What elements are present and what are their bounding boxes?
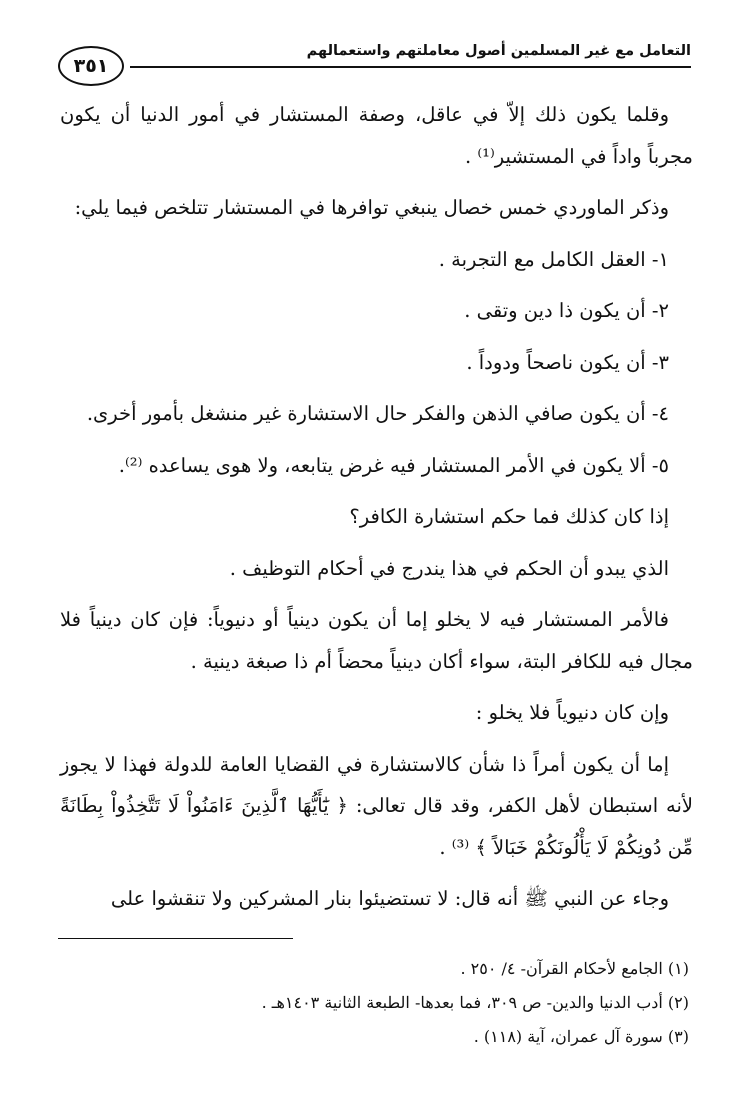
list-item: ٣- أن يكون ناصحاً ودوداً . — [466, 350, 669, 374]
list-item: ٤- أن يكون صافي الذهن والفكر حال الاستشارة غير منشغل بأمور أخرى. — [86, 402, 669, 425]
paragraph: وذكر الماوردي خمس خصال ينبغي توافرها في المستشار تتلخص فيما يلي: — [74, 196, 669, 219]
list-item: ١- العقل الكامل مع التجربة . — [438, 247, 669, 271]
footnotes — [60, 952, 693, 1054]
footnote-separator — [58, 938, 293, 939]
main-text — [60, 94, 693, 930]
running-header — [58, 34, 691, 94]
paragraph: الذي يبدو أن الحكم في هذا يندرج في أحكام التوظيف . — [229, 556, 669, 580]
page-number: ٣٥١ — [58, 46, 124, 86]
header-rule — [130, 66, 691, 68]
paragraph: وإن كان دنيوياً فلا يخلو : — [475, 701, 669, 724]
list-item: ٥- ألا يكون في الأمر المستشار فيه غرض يتابعه، ولا هوى يساعده ⁽²⁾. — [118, 453, 669, 477]
list-item: ٢- أن يكون ذا دين وتقى . — [464, 299, 669, 322]
paragraph: فالأمر المستشار فيه لا يخلو إما أن يكون دينياً أو دنيوياً: فإن كان دينياً فلا مجال فيه للكافر البتة، سواء أكان دينياً محضاً أم ذا صبغة دينية . — [60, 608, 693, 673]
paragraph: إذا كان كذلك فما حكم استشارة الكافر؟ — [349, 505, 669, 528]
footnote: (٢) أدب الدنيا والدين- ص ٣٠٩، فما بعدها- الطبعة الثانية ١٤٠٣هـ . — [261, 993, 689, 1012]
footnote: (١) الجامع لأحكام القرآن- ٤/ ٢٥٠ . — [460, 959, 689, 978]
running-title: التعامل مع غير المسلمين أصول معاملتهم واستعمالهم — [306, 43, 691, 59]
footnote: (٣) سورة آل عمران، آية (١١٨) . — [473, 1027, 689, 1046]
paragraph: وجاء عن النبي ﷺ أنه قال: لا تستضيئوا بنار المشركين ولا تنقشوا على — [110, 887, 669, 910]
paragraph: وقلما يكون ذلك إلاّ في عاقل، وصفة المستشار في أمور الدنيا أن يكون مجرباً واداً في المستشير⁽¹⁾ . — [60, 103, 693, 168]
paragraph: إما أن يكون أمراً ذا شأن كالاستشارة في القضايا العامة للدولة فهذا لا يجوز لأنه استبطان لأهل الكفر، وقد قال تعالى: ﴿ يَٰٓأَيُّهَا ٱلَّذِينَ ءَامَنُواْ لَا تَتَّخِذُواْ بِطَانَةً مِّن دُونِكُمْ لَا يَأْلُونَكُمْ خَبَالاً ﴾ ⁽³⁾ . — [60, 752, 693, 859]
